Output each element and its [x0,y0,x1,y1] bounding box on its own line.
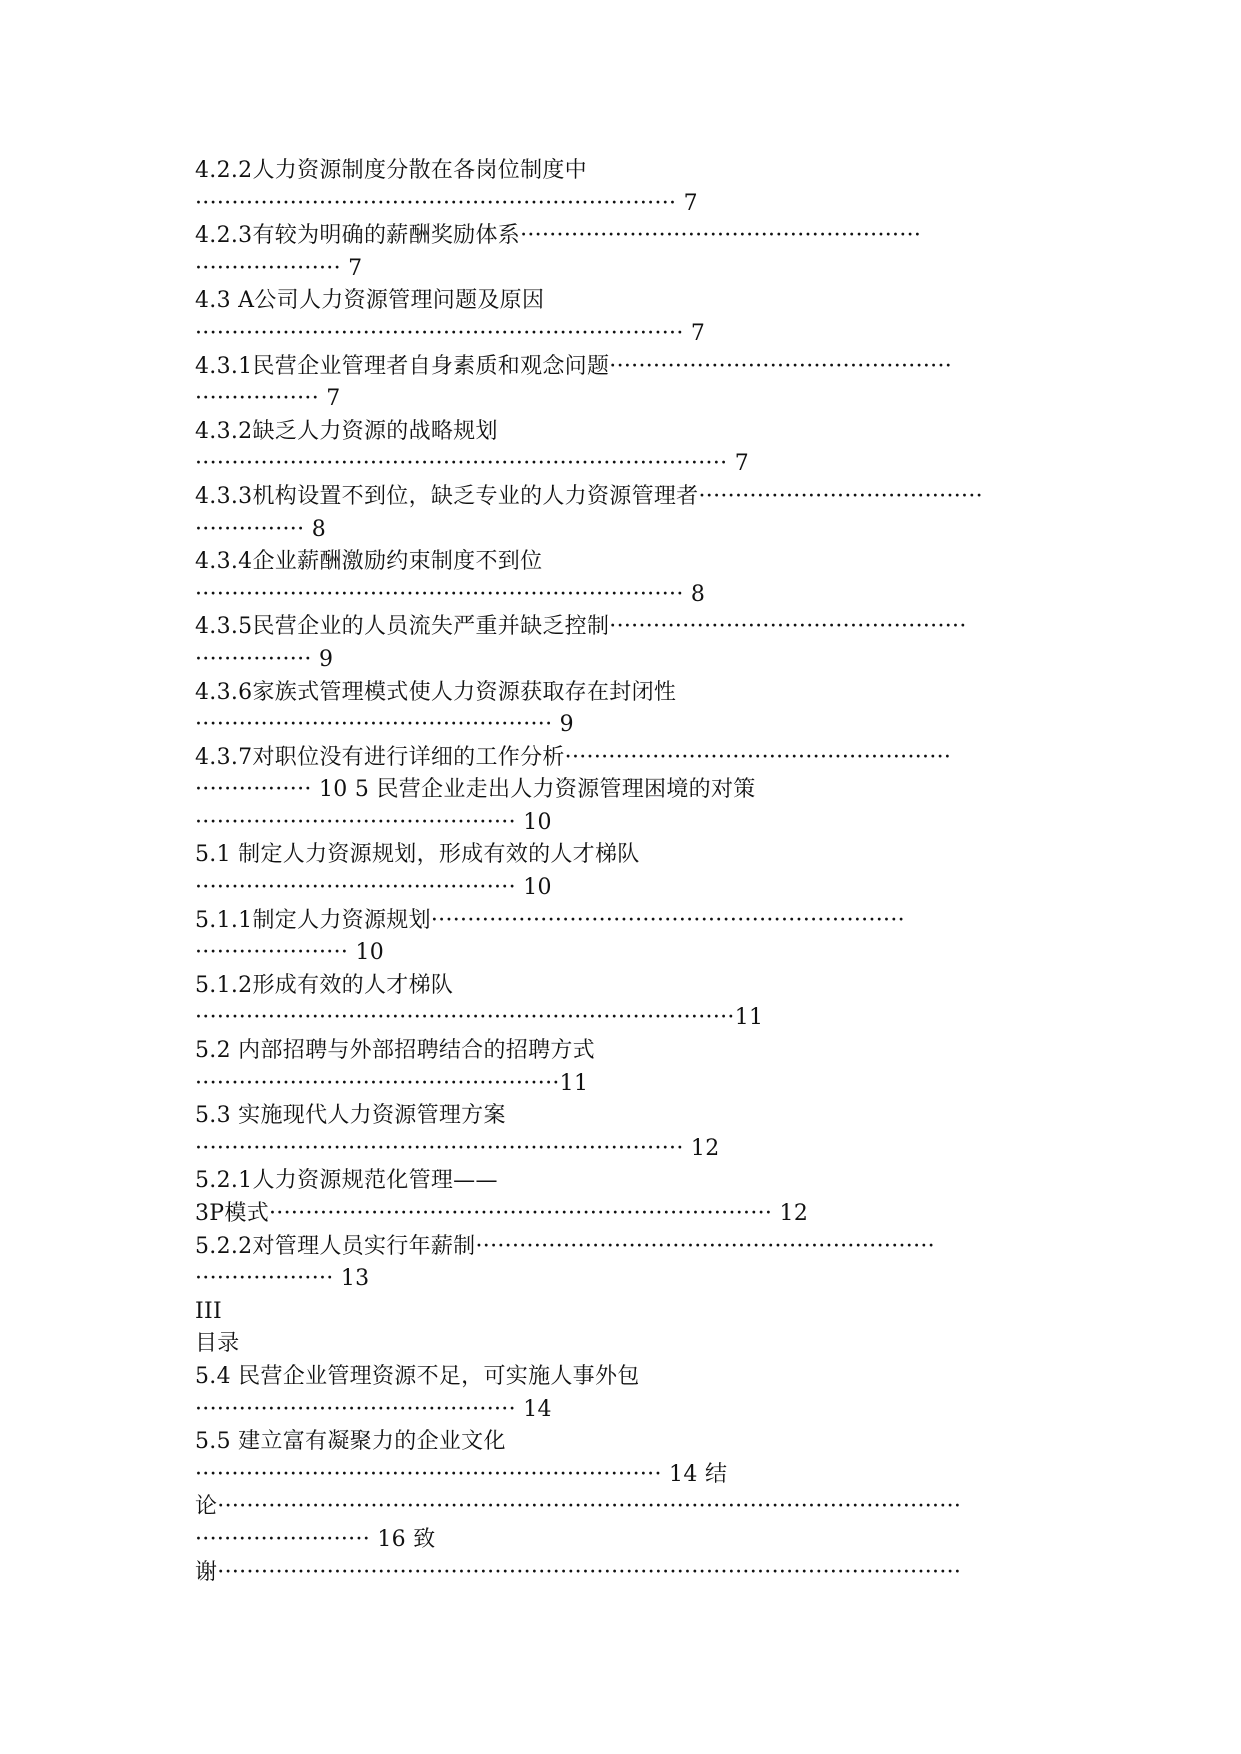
toc-line: ··································································· 12 [195,1135,720,1161]
toc-line: 5.2 内部招聘与外部招聘结合的招聘方式 [195,1038,595,1064]
toc-line: 5.2.2对管理人员实行年薪制······························································· [195,1233,935,1259]
toc-line: ········································································· 7 [195,451,749,477]
toc-line: ····················· 10 [195,940,385,966]
toc-line: ············································ 10 [195,809,552,835]
page-numeral: III [195,1298,222,1324]
toc-line: ··································································· 7 [195,320,706,346]
toc-line: ··················· 13 [195,1266,370,1292]
toc-line: ························ 16 致 [195,1526,436,1552]
toc-line: ··········································································11 [195,1005,764,1031]
toc-line: 论······································································································ [195,1494,962,1520]
toc-page [195,155,1055,1589]
toc-line: 谢······································································································ [195,1559,962,1585]
toc-line: ················ 9 [195,646,334,672]
toc-line: 5.1.2形成有效的人才梯队 [195,972,454,998]
toc-line: 5.4 民营企业管理资源不足，可实施人事外包 [195,1363,640,1389]
toc-line: 4.3.7对职位没有进行详细的工作分析····················································· [195,744,952,770]
toc-line: 4.3.2缺乏人力资源的战略规划 [195,418,498,444]
toc-line: 5.1 制定人力资源规划，形成有效的人才梯队 [195,842,640,868]
toc-line: 4.3.3机构设置不到位，缺乏专业的人力资源管理者······································· [195,483,983,509]
toc-line: ·································································· 7 [195,190,698,216]
toc-line: 4.3.4企业薪酬激励约束制度不到位 [195,549,543,575]
toc-line: ············································ 10 [195,875,552,901]
toc-line: 5.2.1人力资源规范化管理—— [195,1168,498,1194]
toc-line: 5.5 建立富有凝聚力的企业文化 [195,1429,506,1455]
toc-line: 4.3.5民营企业的人员流失严重并缺乏控制················································· [195,614,967,640]
toc-line: ··············· 8 [195,516,326,542]
toc-line: 5.3 实施现代人力资源管理方案 [195,1103,506,1129]
toc-line: ··················································11 [195,1070,589,1096]
toc-line: 4.2.2人力资源制度分散在各岗位制度中 [195,158,587,183]
toc-line: 4.2.3有较为明确的薪酬奖励体系······················································· [195,223,922,249]
toc-line: ················· 7 [195,386,341,412]
toc-line: 5.1.1制定人力资源规划································································· [195,907,905,933]
toc-line: ································································ 14 结 [195,1461,728,1487]
toc-line: ············································ 14 [195,1396,552,1422]
toc-line: ················································· 9 [195,712,574,738]
toc-line: 4.3 A公司人力资源管理问题及原因 [195,288,545,314]
toc-line: 4.3.6家族式管理模式使人力资源获取存在封闭性 [195,679,677,705]
toc-line: ···················· 7 [195,255,363,281]
toc-line: 3P模式····································································· 12 [195,1201,809,1226]
toc-line: 4.3.1民营企业管理者自身素质和观念问题··············································· [195,353,953,379]
toc-heading: 目录 [195,1331,240,1357]
toc-line: ··································································· 8 [195,581,706,607]
toc-line: ················ 10 5 民营企业走出人力资源管理困境的对策 [195,777,756,803]
